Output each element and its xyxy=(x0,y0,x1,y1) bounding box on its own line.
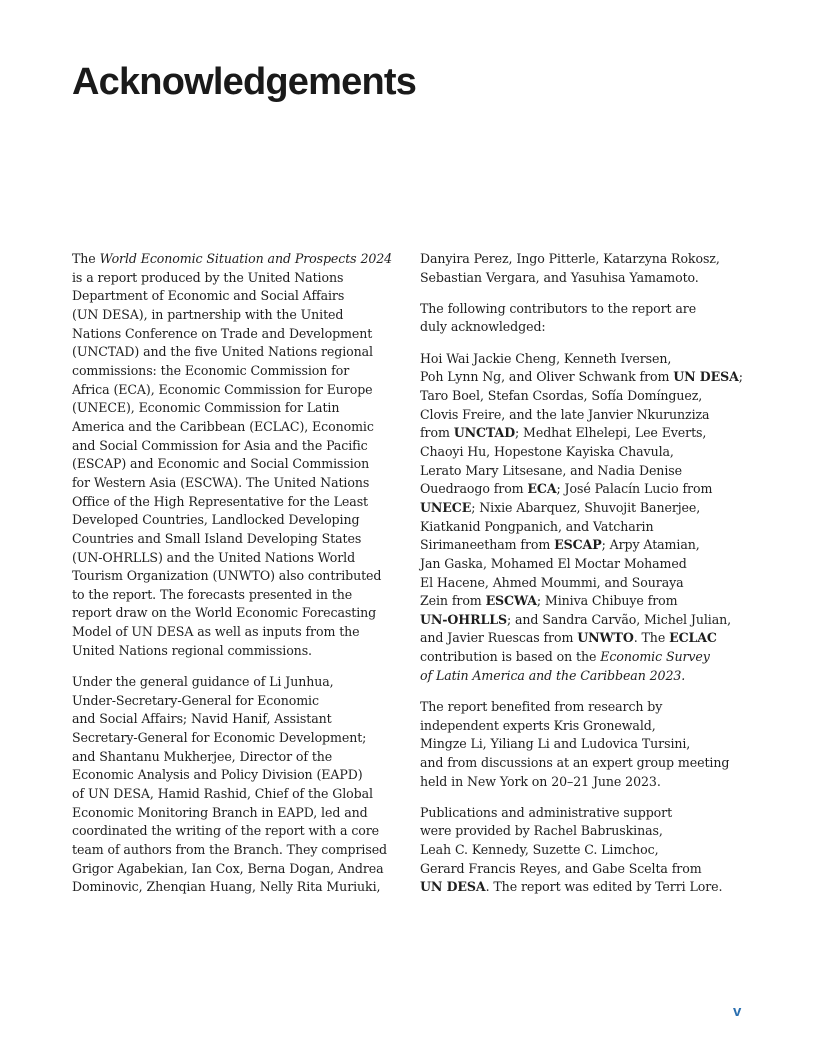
org-name: UN-OHRLLS xyxy=(420,611,507,627)
text-line: (UN-OHRLLS) and the United Nations World xyxy=(72,549,356,565)
org-name: UNCTAD xyxy=(453,425,516,441)
org-name: UN DESA xyxy=(673,369,739,385)
text-line: UNECE; Nixie Abarquez, Shuvojit Banerjee, xyxy=(420,499,701,515)
text-line: Kiatkanid Pongpanich, and Vatcharin xyxy=(420,518,654,534)
text-line: Taro Boel, Stefan Csordas, Sofía Domínguez, xyxy=(420,387,703,403)
text-line: team of authors from the Branch. They comprised xyxy=(72,841,388,857)
text-line: Office of the High Representative for the Least xyxy=(72,493,369,509)
right-column xyxy=(420,250,750,910)
org-name: UN DESA xyxy=(420,879,486,895)
org-name: ECA xyxy=(527,481,557,497)
text-line: and Shantanu Mukherjee, Director of the xyxy=(72,748,333,764)
guidance-paragraph xyxy=(72,673,404,897)
publication-title-italic: of Latin America and the Caribbean 2023. xyxy=(420,667,686,683)
text-line: El Hacene, Ahmed Moummi, and Souraya xyxy=(420,574,684,590)
text-line: is a report produced by the United Nations xyxy=(72,269,344,285)
text-line: of UN DESA, Hamid Rashid, Chief of the Global xyxy=(72,785,373,801)
text-line: Jan Gaska, Mohamed El Moctar Mohamed xyxy=(420,555,687,571)
text-line: commissions: the Economic Commission for xyxy=(72,362,350,378)
text-line: The following contributors to the report are xyxy=(420,300,697,316)
page-title: Acknowledgements xyxy=(72,61,417,103)
text-line: Nations Conference on Trade and Development xyxy=(72,325,373,341)
text-line: report draw on the World Economic Forecasting xyxy=(72,605,377,621)
text-line: UN-OHRLLS; and Sandra Carvão, Michel Julian, xyxy=(420,611,732,627)
text-line: Poh Lynn Ng, and Oliver Schwank from UN DESA; xyxy=(420,369,743,385)
contributors-paragraph xyxy=(420,350,750,686)
text-line: Leah C. Kennedy, Suzette C. Limchoc, xyxy=(420,842,659,858)
text-line: (UNCTAD) and the five United Nations regional xyxy=(72,344,373,360)
text-line: The World Economic Situation and Prospects 2024 xyxy=(72,251,393,266)
text-line: Danyira Perez, Ingo Pitterle, Katarzyna Rokosz, xyxy=(420,251,720,266)
research-paragraph xyxy=(420,698,750,791)
org-name: ECLAC xyxy=(669,630,717,646)
text-line: America and the Caribbean (ECLAC), Economic xyxy=(72,418,374,434)
contributors-intro-paragraph xyxy=(420,300,750,337)
text-line: to the report. The forecasts presented in the xyxy=(72,586,353,602)
text-line: Sirimaneetham from ESCAP; Arpy Atamian, xyxy=(420,537,700,553)
org-name: ESCWA xyxy=(485,593,537,609)
text-line: coordinated the writing of the report with a core xyxy=(72,823,380,839)
text-line: United Nations regional commissions. xyxy=(72,642,312,658)
text-line: and Social Commission for Asia and the Pacific xyxy=(72,437,368,453)
text-line: Economic Analysis and Policy Division (EAPD) xyxy=(72,767,363,783)
text-line: Sebastian Vergara, and Yasuhisa Yamamoto. xyxy=(420,269,699,285)
text-line: Developed Countries, Landlocked Developing xyxy=(72,512,360,528)
org-name: ESCAP xyxy=(554,537,602,553)
text-line: and Javier Ruescas from UNWTO. The ECLAC xyxy=(420,630,717,646)
text-line: (ESCAP) and Economic and Social Commission xyxy=(72,456,370,472)
text-line: Publications and administrative support xyxy=(420,804,673,820)
text-line: Ouedraogo from ECA; José Palacín Lucio from xyxy=(420,481,713,497)
text-line: for Western Asia (ESCWA). The United Nations xyxy=(72,474,370,490)
text-line: were provided by Rachel Babruskinas, xyxy=(420,823,663,839)
text-line: Hoi Wai Jackie Cheng, Kenneth Iversen, xyxy=(420,350,672,366)
text-line: duly acknowledged: xyxy=(420,319,546,335)
text-line: Lerato Mary Litsesane, and Nadia Denise xyxy=(420,462,682,478)
text-line: Zein from ESCWA; Miniva Chibuye from xyxy=(420,593,678,609)
authors-continued-paragraph xyxy=(420,250,750,287)
text-line: Mingze Li, Yiliang Li and Ludovica Tursini, xyxy=(420,736,691,752)
text-line: Tourism Organization (UNWTO) also contributed xyxy=(72,568,382,584)
left-column xyxy=(72,250,404,909)
publications-paragraph xyxy=(420,804,750,897)
text-line: independent experts Kris Gronewald, xyxy=(420,717,656,733)
text-line: Model of UN DESA as well as inputs from the xyxy=(72,624,360,640)
text-line: Africa (ECA), Economic Commission for Europe xyxy=(72,381,373,397)
text-line: The report benefited from research by xyxy=(420,698,663,714)
text-line xyxy=(420,667,750,686)
text-line: Department of Economic and Social Affairs xyxy=(72,288,345,304)
text-line: Clovis Freire, and the late Janvier Nkurunziza xyxy=(420,406,710,422)
report-title-italic: World Economic Situation and Prospects 2024 xyxy=(99,251,393,266)
text-line: Secretary-General for Economic Development; xyxy=(72,729,367,745)
org-name: UNWTO xyxy=(577,630,634,646)
text-line: and Social Affairs; Navid Hanif, Assistant xyxy=(72,711,332,727)
publication-title-italic: Economic Survey xyxy=(600,649,710,665)
text-line: Grigor Agabekian, Ian Cox, Berna Dogan, Andrea xyxy=(72,860,384,876)
intro-paragraph xyxy=(72,250,404,660)
text-line: Economic Monitoring Branch in EAPD, led and xyxy=(72,804,368,820)
text-line: contribution is based on the Economic Survey xyxy=(420,649,710,665)
org-name: UNECE xyxy=(420,499,472,515)
text-line: held in New York on 20–21 June 2023. xyxy=(420,773,661,789)
text-line: Countries and Small Island Developing States xyxy=(72,530,362,546)
text-line: and from discussions at an expert group meeting xyxy=(420,754,730,770)
text-line: UN DESA. The report was edited by Terri Lore. xyxy=(420,879,723,895)
text-line: (UN DESA), in partnership with the United xyxy=(72,306,344,322)
text-line: Chaoyi Hu, Hopestone Kayiska Chavula, xyxy=(420,443,674,459)
text-line: (UNECE), Economic Commission for Latin xyxy=(72,400,340,416)
text-line: from UNCTAD; Medhat Elhelepi, Lee Everts, xyxy=(420,425,707,441)
text-line: Under the general guidance of Li Junhua, xyxy=(72,673,334,689)
text-line: Dominovic, Zhenqian Huang, Nelly Rita Muriuki, xyxy=(72,879,381,895)
text-line: Under-Secretary-General for Economic xyxy=(72,692,319,708)
text-line: Gerard Francis Reyes, and Gabe Scelta from xyxy=(420,860,702,876)
page-number: v xyxy=(733,1003,742,1020)
